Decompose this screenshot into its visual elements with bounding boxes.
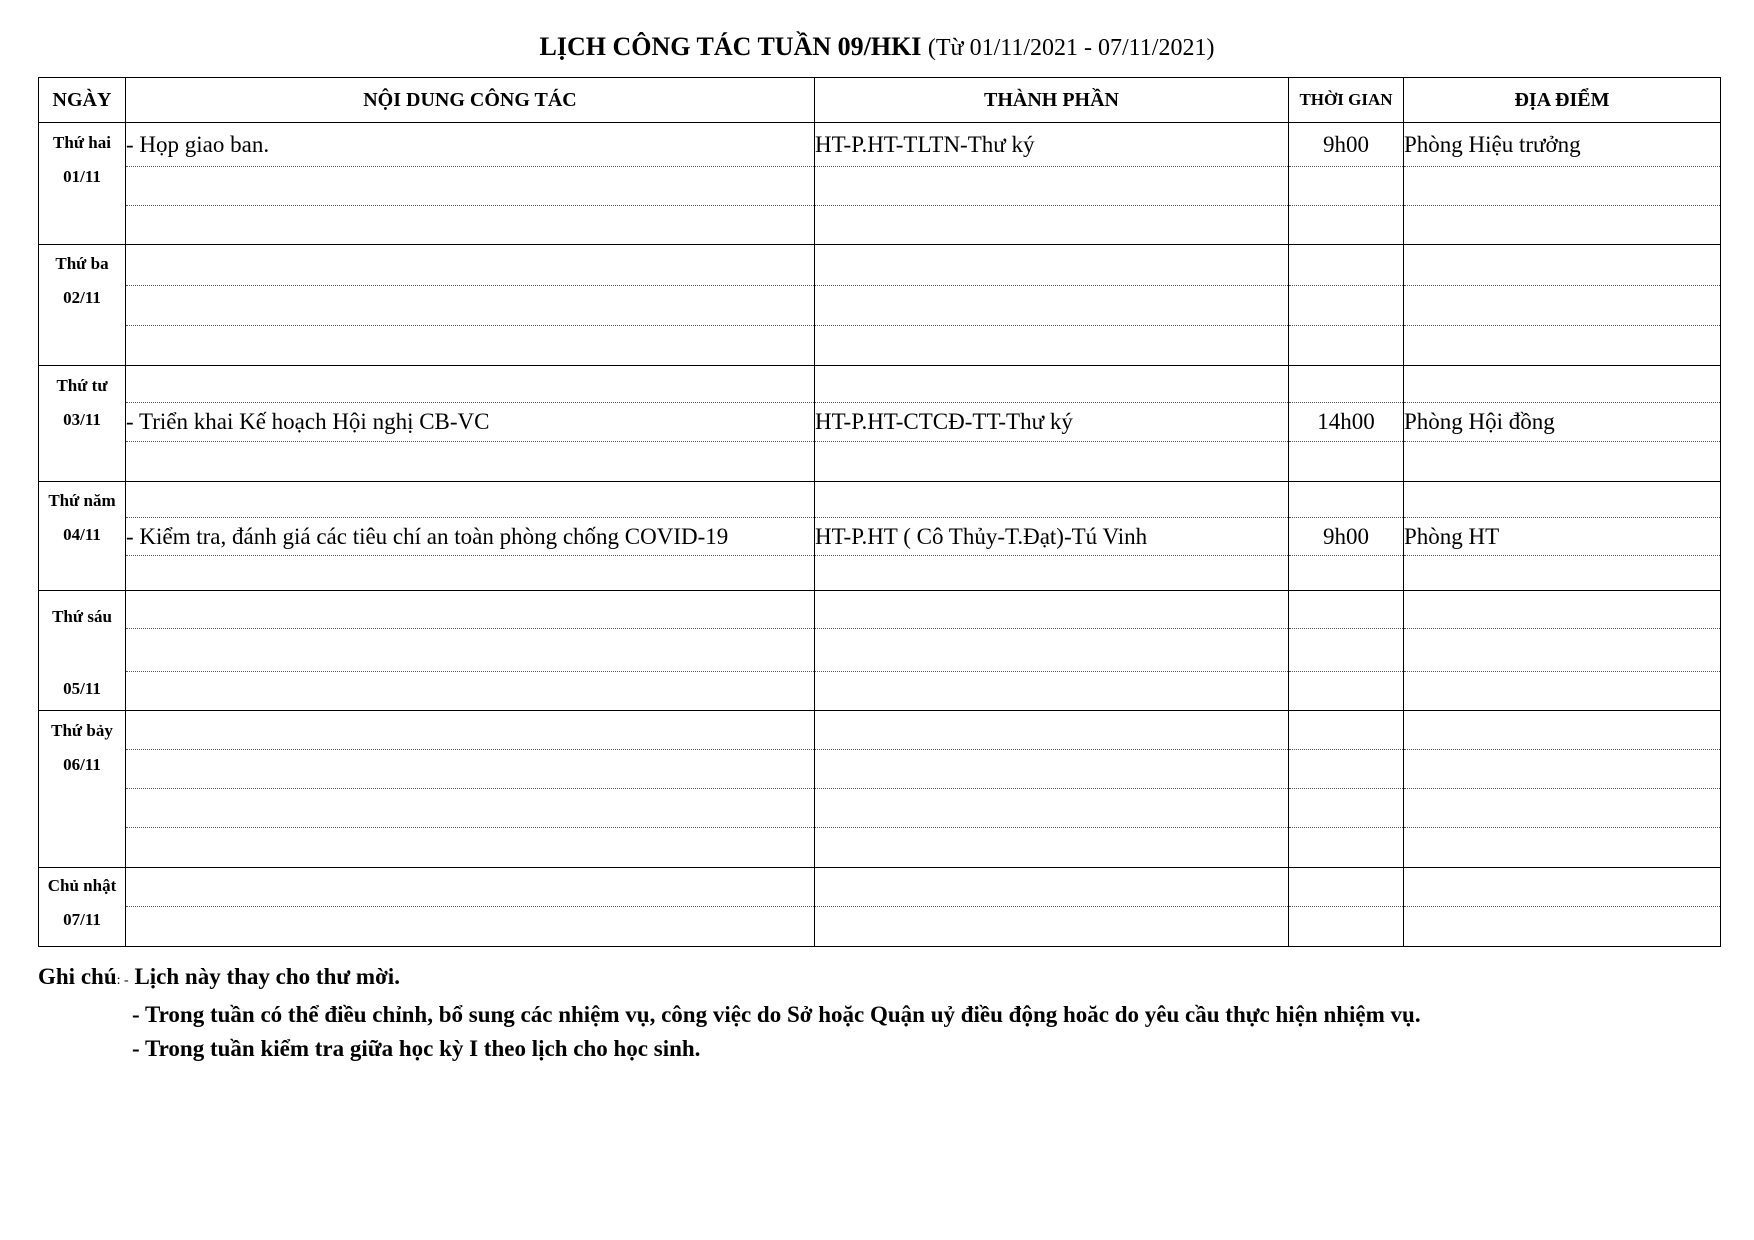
cell-location bbox=[1404, 167, 1721, 206]
cell-members bbox=[815, 907, 1289, 947]
cell-time bbox=[1289, 442, 1404, 482]
day-date: 04/11 bbox=[63, 525, 101, 544]
cell-time bbox=[1289, 167, 1404, 206]
cell-members bbox=[815, 591, 1289, 629]
table-row bbox=[39, 907, 1721, 947]
cell-location bbox=[1404, 789, 1721, 828]
cell-time bbox=[1289, 206, 1404, 245]
cell-content bbox=[126, 828, 815, 868]
cell-content bbox=[126, 556, 815, 591]
notes-colon-dash: : - bbox=[116, 973, 129, 988]
title-date-range: (Từ 01/11/2021 - 07/11/2021) bbox=[927, 35, 1215, 61]
cell-time: 14h00 bbox=[1289, 403, 1404, 442]
table-row bbox=[39, 750, 1721, 789]
day-cell bbox=[39, 123, 126, 245]
cell-content bbox=[126, 629, 815, 672]
cell-members bbox=[815, 672, 1289, 711]
cell-content bbox=[126, 711, 815, 750]
table-row bbox=[39, 868, 1721, 907]
cell-location bbox=[1404, 366, 1721, 403]
table-row bbox=[39, 518, 1721, 556]
day-name: Thứ hai bbox=[53, 133, 111, 152]
note-line-3: - Trong tuần kiểm tra giữa học kỳ I theo lịch cho học sinh. bbox=[132, 1036, 701, 1061]
cell-time bbox=[1289, 326, 1404, 366]
table-row bbox=[39, 206, 1721, 245]
table-row bbox=[39, 167, 1721, 206]
day-cell bbox=[39, 482, 126, 591]
table-row bbox=[39, 245, 1721, 286]
page-title bbox=[0, 28, 1754, 67]
day-name: Chủ nhật bbox=[47, 876, 117, 895]
cell-content bbox=[126, 868, 815, 907]
cell-time bbox=[1289, 789, 1404, 828]
cell-location bbox=[1404, 245, 1721, 286]
cell-location bbox=[1404, 591, 1721, 629]
table-row bbox=[39, 286, 1721, 326]
day-date: 06/11 bbox=[63, 755, 101, 774]
day-date: 02/11 bbox=[63, 288, 101, 307]
day-name: Thứ năm bbox=[48, 491, 116, 510]
cell-members bbox=[815, 750, 1289, 789]
table-row bbox=[39, 828, 1721, 868]
day-cell bbox=[39, 868, 126, 947]
cell-members bbox=[815, 482, 1289, 518]
day-name: Thứ tư bbox=[56, 376, 108, 395]
table-row bbox=[39, 403, 1721, 442]
notes-section bbox=[38, 960, 1718, 1066]
cell-time bbox=[1289, 482, 1404, 518]
cell-content bbox=[126, 591, 815, 629]
cell-location bbox=[1404, 442, 1721, 482]
title-main: LỊCH CÔNG TÁC TUẦN 09/HKI bbox=[539, 32, 922, 61]
cell-members bbox=[815, 556, 1289, 591]
cell-location: Phòng HT bbox=[1404, 518, 1721, 556]
day-name: Thứ bảy bbox=[51, 721, 113, 740]
note-line-1 bbox=[38, 960, 1718, 998]
cell-time bbox=[1289, 868, 1404, 907]
cell-members bbox=[815, 326, 1289, 366]
day-date: 03/11 bbox=[63, 410, 101, 429]
day-cell bbox=[39, 591, 126, 711]
cell-members bbox=[815, 711, 1289, 750]
cell-content bbox=[126, 326, 815, 366]
cell-members bbox=[815, 206, 1289, 245]
cell-members: HT-P.HT ( Cô Thủy-T.Đạt)-Tú Vinh bbox=[815, 518, 1289, 556]
cell-time bbox=[1289, 286, 1404, 326]
cell-members bbox=[815, 245, 1289, 286]
cell-time bbox=[1289, 672, 1404, 711]
cell-content bbox=[126, 167, 815, 206]
cell-location bbox=[1404, 286, 1721, 326]
table-row bbox=[39, 123, 1721, 167]
cell-location: Phòng Hiệu trưởng bbox=[1404, 123, 1721, 167]
cell-location: Phòng Hội đồng bbox=[1404, 403, 1721, 442]
cell-members bbox=[815, 828, 1289, 868]
table-row bbox=[39, 366, 1721, 403]
cell-content bbox=[126, 672, 815, 711]
header-row bbox=[39, 78, 1721, 123]
day-name: Thứ ba bbox=[55, 254, 109, 273]
cell-time bbox=[1289, 366, 1404, 403]
note-line-2: - Trong tuần có thể điều chỉnh, bổ sung các nhiệm vụ, công việc do Sở hoặc Quận uỷ điều động hoăc do yêu cầu thực hiện nhiệm vụ. bbox=[132, 1002, 1421, 1027]
cell-content bbox=[126, 482, 815, 518]
cell-time bbox=[1289, 556, 1404, 591]
cell-time: 9h00 bbox=[1289, 123, 1404, 167]
note-text-1: Lịch này thay cho thư mời. bbox=[134, 964, 400, 989]
cell-members bbox=[815, 789, 1289, 828]
cell-time bbox=[1289, 711, 1404, 750]
table-row bbox=[39, 789, 1721, 828]
cell-content bbox=[126, 286, 815, 326]
cell-content bbox=[126, 366, 815, 403]
cell-content: - Triển khai Kế hoạch Hội nghị CB-VC bbox=[126, 403, 815, 442]
cell-content bbox=[126, 442, 815, 482]
cell-location bbox=[1404, 828, 1721, 868]
cell-location bbox=[1404, 326, 1721, 366]
table-row bbox=[39, 326, 1721, 366]
cell-time bbox=[1289, 907, 1404, 947]
cell-time bbox=[1289, 750, 1404, 789]
cell-content: - Kiểm tra, đánh giá các tiêu chí an toàn phòng chống COVID-19 bbox=[126, 518, 815, 556]
cell-members bbox=[815, 366, 1289, 403]
header-location: ĐỊA ĐIỂM bbox=[1404, 78, 1721, 123]
cell-members bbox=[815, 167, 1289, 206]
cell-content bbox=[126, 750, 815, 789]
day-name: Thứ sáu bbox=[52, 607, 112, 626]
cell-location bbox=[1404, 482, 1721, 518]
cell-location bbox=[1404, 672, 1721, 711]
day-cell bbox=[39, 245, 126, 366]
notes-label: Ghi chú bbox=[38, 964, 117, 989]
schedule-body bbox=[39, 123, 1721, 947]
cell-location bbox=[1404, 750, 1721, 789]
table-row bbox=[39, 711, 1721, 750]
table-row bbox=[39, 672, 1721, 711]
header-content: NỘI DUNG CÔNG TÁC bbox=[126, 78, 815, 123]
cell-time bbox=[1289, 245, 1404, 286]
day-date: 07/11 bbox=[63, 910, 101, 929]
day-date: 01/11 bbox=[63, 167, 101, 186]
cell-time bbox=[1289, 828, 1404, 868]
day-cell bbox=[39, 366, 126, 482]
day-date: 05/11 bbox=[63, 679, 101, 698]
cell-time bbox=[1289, 629, 1404, 672]
table-row bbox=[39, 591, 1721, 629]
cell-location bbox=[1404, 629, 1721, 672]
header-time: THỜI GIAN bbox=[1289, 78, 1404, 123]
header-members: THÀNH PHẦN bbox=[815, 78, 1289, 123]
cell-content: - Họp giao ban. bbox=[126, 123, 815, 167]
cell-content bbox=[126, 907, 815, 947]
cell-members bbox=[815, 442, 1289, 482]
cell-members bbox=[815, 868, 1289, 907]
cell-members: HT-P.HT-TLTN-Thư ký bbox=[815, 123, 1289, 167]
table-row bbox=[39, 482, 1721, 518]
cell-location bbox=[1404, 711, 1721, 750]
day-cell bbox=[39, 711, 126, 868]
cell-members: HT-P.HT-CTCĐ-TT-Thư ký bbox=[815, 403, 1289, 442]
cell-members bbox=[815, 629, 1289, 672]
cell-location bbox=[1404, 206, 1721, 245]
cell-time: 9h00 bbox=[1289, 518, 1404, 556]
cell-time bbox=[1289, 591, 1404, 629]
cell-location bbox=[1404, 868, 1721, 907]
table-row bbox=[39, 629, 1721, 672]
cell-members bbox=[815, 286, 1289, 326]
schedule-table bbox=[38, 77, 1721, 947]
cell-content bbox=[126, 789, 815, 828]
cell-content bbox=[126, 206, 815, 245]
cell-content bbox=[126, 245, 815, 286]
table-row bbox=[39, 556, 1721, 591]
header-day: NGÀY bbox=[39, 78, 126, 123]
cell-location bbox=[1404, 907, 1721, 947]
table-row bbox=[39, 442, 1721, 482]
cell-location bbox=[1404, 556, 1721, 591]
